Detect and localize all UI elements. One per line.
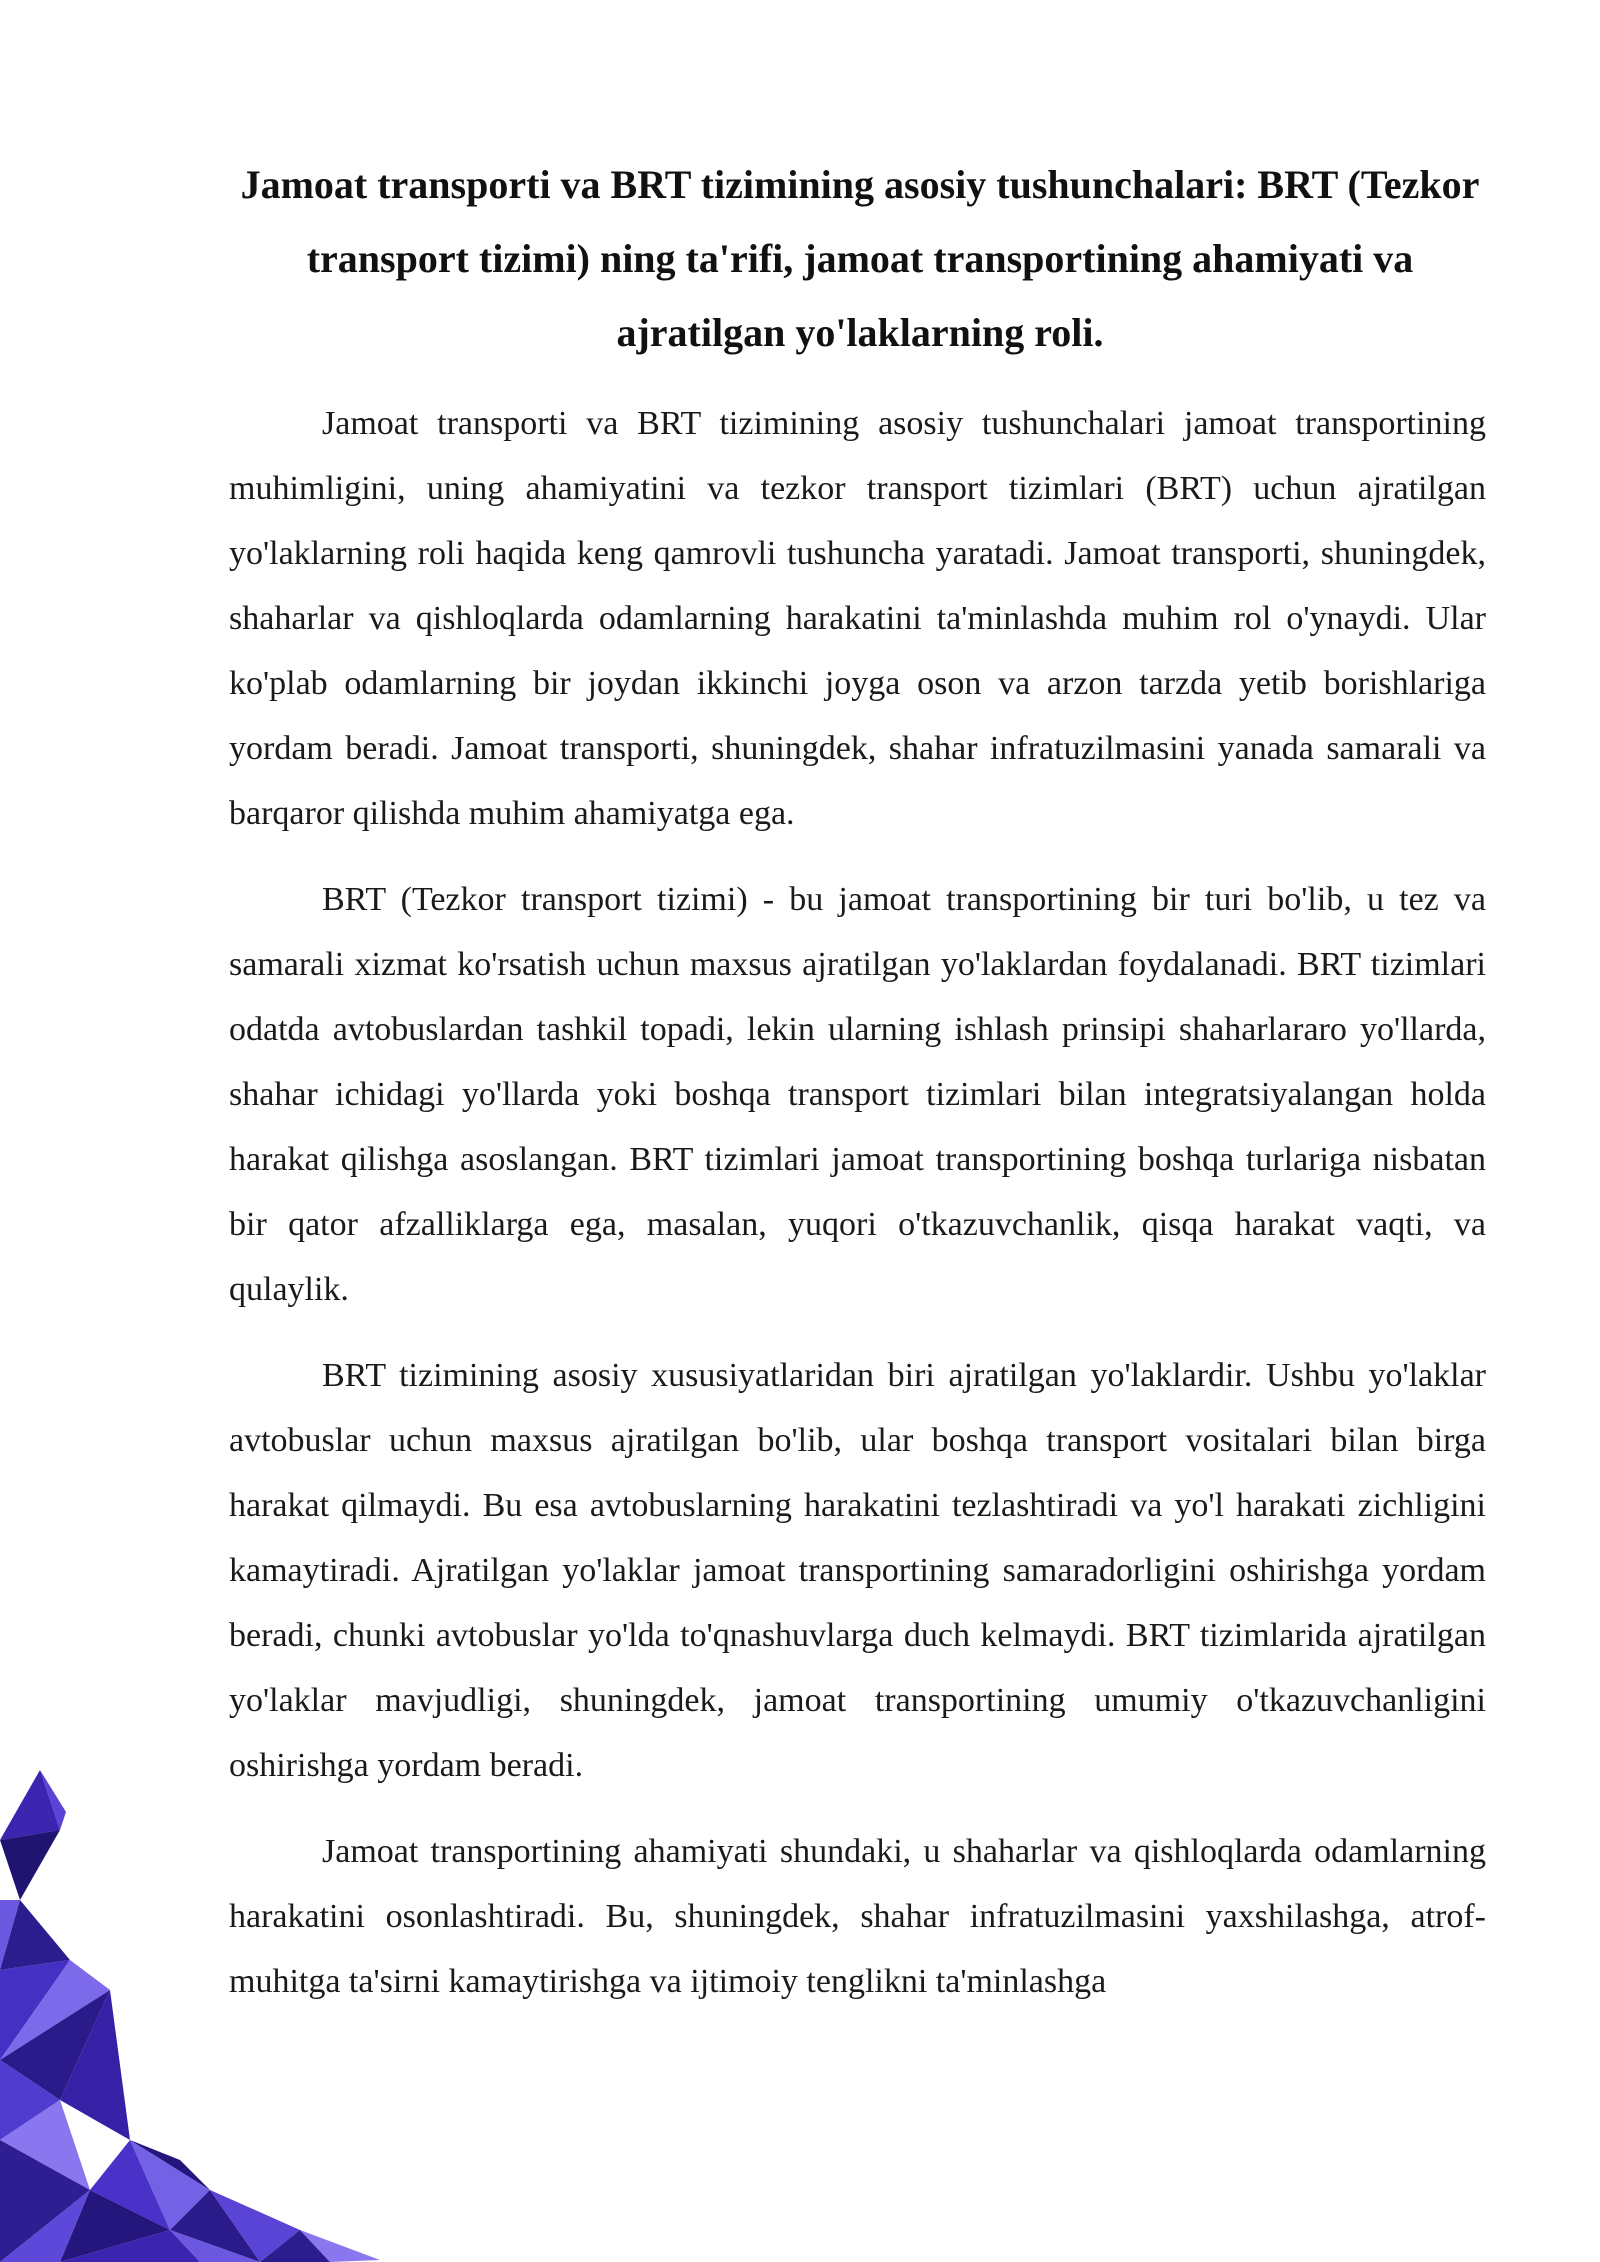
paragraph-4: Jamoat transportining ahamiyati shundaki, u shaharlar va qishloqlarda odamlarning harakatini osonlashtiradi. Bu, shuningdek, shahar infratuzilmasini yaxshilashga, atrof-muhitga ta'sirni kamaytirishga va ijtimoiy tenglikni ta'minlashga — [229, 1833, 1486, 2000]
low-poly-triangles-icon — [0, 1760, 420, 2262]
paragraph-3: BRT tizimining asosiy xususiyatlaridan biri ajratilgan yo'laklardir. Ushbu yo'laklar avtobuslar uchun maxsus ajratilgan bo'lib, ular boshqa transport vositalari bilan birga harakat qilmaydi. Bu esa avtobuslarning harakatini tezlashtiradi va yo'l harakati zichligini kamaytiradi. Ajratilgan yo'laklar jamoat transportining samaradorligini oshirishga yordam beradi, chunki avtobuslar yo'lda to'qnashuvlarga duch kelmaydi. BRT tizimlarida ajratilgan yo'laklar mavjudligi, shuningdek, jamoat transportining umumiy o'tkazuvchanligini oshirishga yordam beradi. — [229, 1357, 1486, 1784]
paragraph-2: BRT (Tezkor transport tizimi) - bu jamoat transportining bir turi bo'lib, u tez va samarali xizmat ko'rsatish uchun maxsus ajratilgan yo'laklardan foydalanadi. BRT tizimlari odatda avtobuslardan tashkil topadi, lekin ularning ishlash prinsipi shaharlararo yo'llarda, shahar ichidagi yo'llarda yoki boshqa transport tizimlari bilan integratsiyalangan holda harakat qilishga asoslangan. BRT tizimlari jamoat transportining boshqa turlariga nisbatan bir qator afzalliklarga ega, masalan, yuqori o'tkazuvchanlik, qisqa harakat vaqti, va qulaylik. — [229, 881, 1486, 1308]
page-title: Jamoat transporti va BRT tizimining asosiy tushunchalari: BRT (Tezkor transport tizimi) ning ta'rifi, jamoat transportining ahamiyati va ajratilgan yo'laklarning roli. — [240, 162, 1480, 355]
paragraph-1: Jamoat transporti va BRT tizimining asosiy tushunchalari jamoat transportining muhimligini, uning ahamiyatini va tezkor transport tizimlari (BRT) uchun ajratilgan yo'laklarning roli haqida keng qamrovli tushuncha yaratadi. Jamoat transporti, shuningdek, shaharlar va qishloqlarda odamlarning harakatini ta'minlashda muhim rol o'ynaydi. Ular ko'plab odamlarning bir joydan ikkinchi joyga oson va arzon tarzda yetib borishlariga yordam beradi. Jamoat transporti, shuningdek, shahar infratuzilmasini yanada samarali va barqaror qilishda muhim ahamiyatga ega. — [229, 405, 1486, 832]
